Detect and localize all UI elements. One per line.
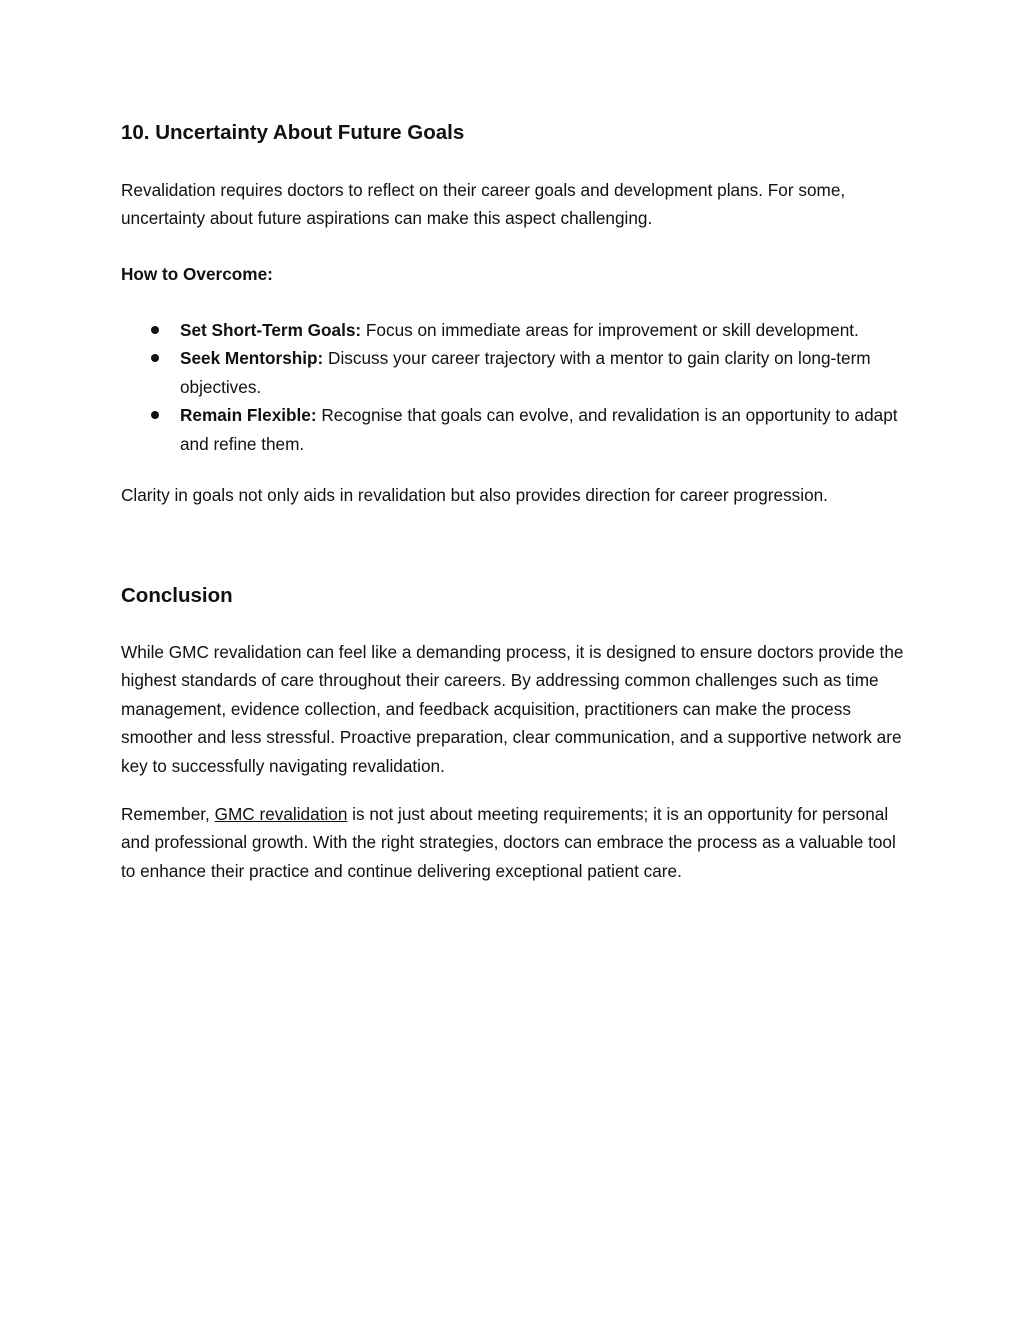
closing-paragraph: Clarity in goals not only aids in revalidation but also provides direction for career progression.	[121, 485, 828, 505]
conclusion-paragraph-1: While GMC revalidation can feel like a demanding process, it is designed to ensure doctors provide the highest standards of care throughout their careers. By addressing common challenges such as time management, evidence collection, and feedback acquisition, practitioners can make the process smoother and less stressful. Proactive preparation, clear communication, and a supportive network are key to successfully navigating revalidation.	[121, 642, 904, 776]
paragraph-text: Remember,	[121, 804, 215, 824]
conclusion-paragraph-2	[121, 800, 906, 885]
intro-paragraph: Revalidation requires doctors to reflect on their career goals and development plans. For some, uncertainty about future aspirations can make this aspect challenging.	[121, 180, 846, 229]
bullet-icon	[151, 326, 159, 334]
bullet-icon	[151, 411, 159, 419]
bullet-label: Set Short-Term Goals:	[180, 320, 362, 340]
bullet-text: Focus on immediate areas for improvement or skill development.	[361, 320, 859, 340]
bullet-label: Remain Flexible:	[180, 405, 317, 426]
gmc-revalidation-link[interactable]: GMC revalidation	[214, 804, 348, 824]
bullet-text: Discuss your career trajectory with a mentor to gain clarity on long-term objectives.	[180, 348, 871, 397]
paragraph-text: is not just about meeting requirements; it is an opportunity for personal and professional growth. With the right strategies, doctors can embrace the process as a valuable tool to enhance their practice and continue delivering exceptional patient care.	[121, 804, 896, 881]
strategy-list	[121, 316, 906, 458]
list-item	[121, 401, 906, 458]
list-item	[121, 344, 906, 401]
bullet-icon	[151, 354, 159, 362]
bullet-label: Seek Mentorship:	[180, 348, 324, 369]
section-heading: 10. Uncertainty About Future Goals	[121, 121, 465, 144]
list-item	[121, 316, 906, 344]
how-to-overcome-heading: How to Overcome:	[121, 264, 273, 284]
bullet-text: Recognise that goals can evolve, and revalidation is an opportunity to adapt and refine them.	[180, 405, 898, 454]
conclusion-heading: Conclusion	[121, 584, 233, 607]
